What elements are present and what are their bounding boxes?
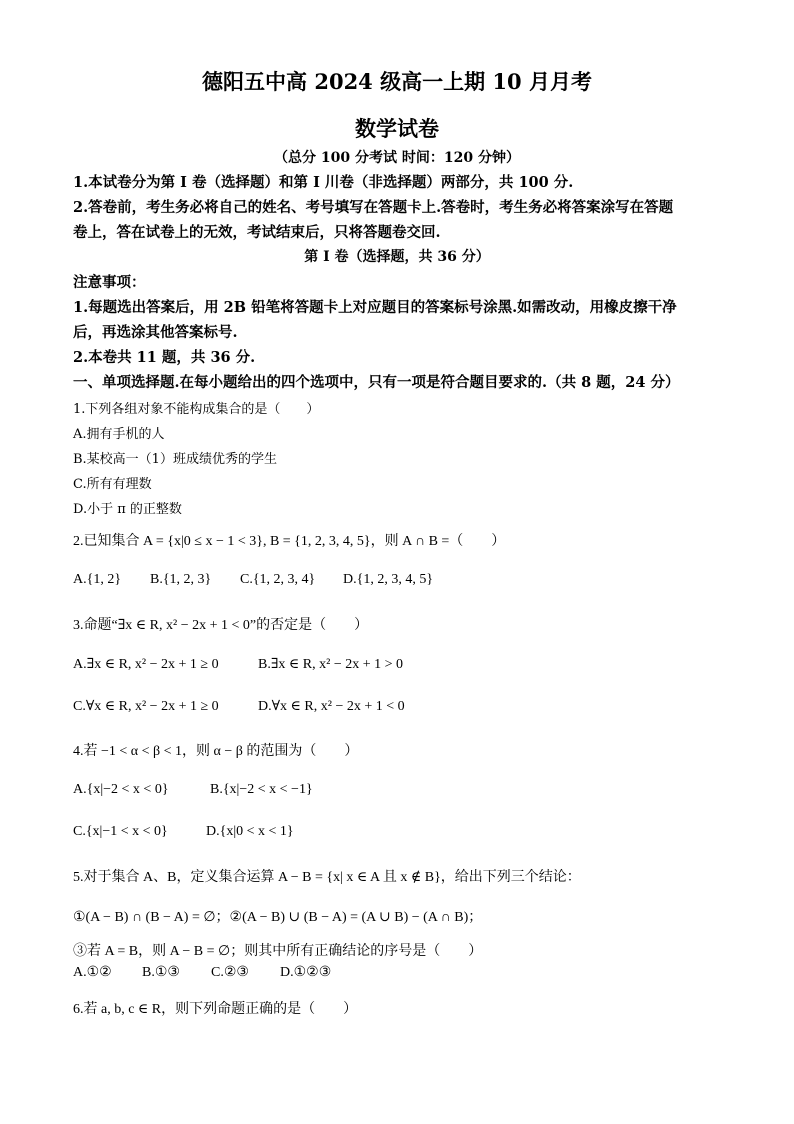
- notes-title: 注意事项：: [73, 274, 146, 291]
- q4-option-d: D.{x|0 < x < 1}: [206, 824, 294, 839]
- note-1: 1.每题选出答案后，用 2B 铅笔将答题卡上对应题目的答案标号涂黑.如需改动，用橡皮擦干净: [73, 299, 677, 316]
- q4-option-c: C.{x|−1 < x < 0}: [73, 824, 168, 839]
- q1-stem: 1.下列各组对象不能构成集合的是（ ）: [73, 402, 320, 417]
- q4-stem: 4.若 −1 < α < β < 1，则 α − β 的范围为（ ）: [73, 744, 359, 759]
- q3-option-d: D.∀x ∈ R, x² − 2x + 1 < 0: [258, 699, 405, 714]
- q6-stem: 6.若 a, b, c ∈ R，则下列命题正确的是（ ）: [73, 1002, 358, 1017]
- exam-subtitle: 数学试卷: [355, 116, 439, 141]
- note-2: 2.本卷共 11 题，共 36 分.: [73, 349, 256, 366]
- q1-option-d: D.小于 π 的正整数: [73, 502, 182, 517]
- q1-option-b: B.某校高一（1）班成绩优秀的学生: [73, 452, 277, 467]
- instruction-2-cont: 卷上，答在试卷上的无效，考试结束后，只将答题卷交回.: [73, 224, 441, 241]
- q2-option-a: A.{1, 2}: [73, 572, 122, 587]
- q5-statement-3: ③若 A = B，则 A − B = ∅；则其中所有正确结论的序号是（ ）: [73, 944, 483, 959]
- q4-option-a: A.{x|−2 < x < 0}: [73, 782, 169, 797]
- q1-option-a: A.拥有手机的人: [73, 427, 165, 442]
- q5-option-d: D.①②③: [280, 965, 332, 980]
- q3-option-c: C.∀x ∈ R, x² − 2x + 1 ≥ 0: [73, 699, 219, 714]
- q5-option-b: B.①③: [142, 965, 180, 980]
- exam-info: （总分 100 分考试 时间：120 分钟）: [274, 150, 520, 166]
- instruction-1: 1.本试卷分为第 I 卷（选择题）和第 I 川卷（非选择题）两部分，共 100 分.: [73, 174, 574, 191]
- q4-option-b: B.{x|−2 < x < −1}: [210, 782, 313, 797]
- q5-statements: ①(A − B) ∩ (B − A) = ∅；②(A − B) ∪ (B − A) = (A ∪ B) − (A ∩ B)；: [73, 910, 483, 925]
- exam-title: 德阳五中高 2024 级高一上期 10 月月考: [202, 69, 592, 94]
- section-heading: 第 I 卷（选择题，共 36 分）: [304, 249, 490, 265]
- q3-option-b: B.∃x ∈ R, x² − 2x + 1 > 0: [258, 657, 404, 672]
- part-heading: 一、单项选择题.在每小题给出的四个选项中，只有一项是符合题目要求的.（共 8 题，24 分）: [73, 374, 680, 391]
- q3-stem: 3.命题“∃x ∈ R, x² − 2x + 1 < 0”的否定是（ ）: [73, 618, 369, 633]
- q2-option-c: C.{1, 2, 3, 4}: [240, 572, 316, 587]
- q5-option-a: A.①②: [73, 965, 112, 980]
- q3-option-a: A.∃x ∈ R, x² − 2x + 1 ≥ 0: [73, 657, 219, 672]
- q5-stem: 5.对于集合 A、B，定义集合运算 A − B = {x| x ∈ A 且 x ∉ B}，给出下列三个结论：: [73, 870, 581, 885]
- q2-option-d: D.{1, 2, 3, 4, 5}: [343, 572, 434, 587]
- q2-option-b: B.{1, 2, 3}: [150, 572, 212, 587]
- q5-option-c: C.②③: [211, 965, 249, 980]
- q2-stem: 2.已知集合 A = {x|0 ≤ x − 1 < 3}, B = {1, 2, 3, 4, 5}，则 A ∩ B =（ ）: [73, 534, 506, 549]
- note-1-cont: 后，再选涂其他答案标号.: [73, 324, 238, 341]
- instruction-2: 2.答卷前，考生务必将自己的姓名、考号填写在答题卡上.答卷时，考生务必将答案涂写在答题: [73, 199, 674, 216]
- q1-option-c: C.所有有理数: [73, 477, 152, 492]
